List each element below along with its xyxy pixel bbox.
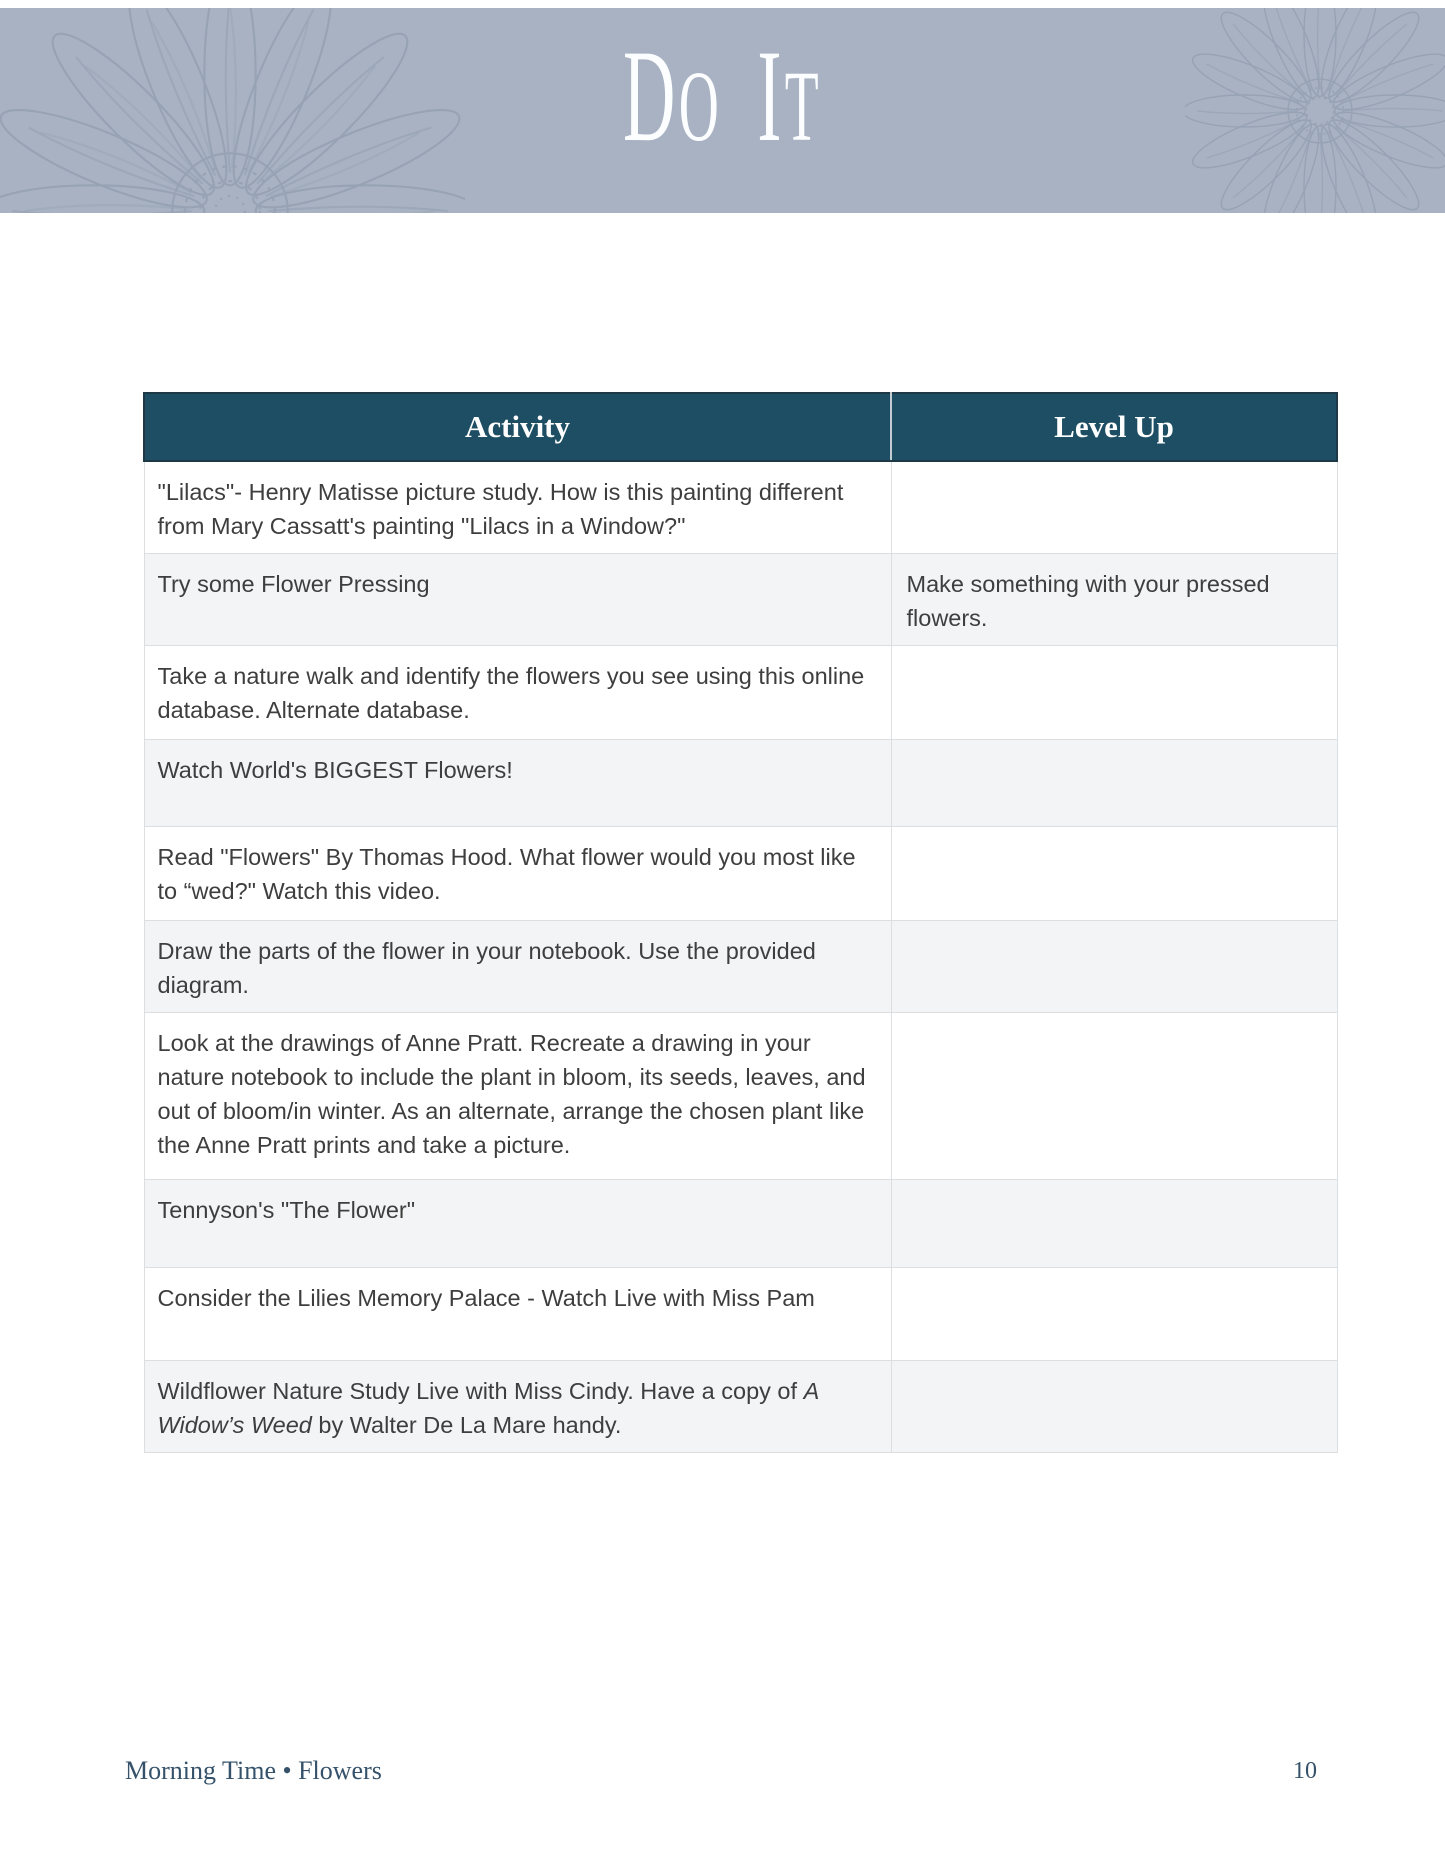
table-row bbox=[144, 461, 1337, 554]
activity-cell: Try some Flower Pressing bbox=[144, 554, 891, 646]
activity-table bbox=[143, 392, 1338, 1453]
activity-cell: Consider the Lilies Memory Palace - Watch Live with Miss Pam bbox=[144, 1268, 891, 1361]
level-up-cell bbox=[891, 461, 1337, 554]
table-row bbox=[144, 921, 1337, 1013]
table-row bbox=[144, 1268, 1337, 1361]
table-row bbox=[144, 1361, 1337, 1453]
activity-cell: Read "Flowers" By Thomas Hood. What flower would you most like to “wed?" Watch this video. bbox=[144, 827, 891, 921]
activity-cell: Watch World's BIGGEST Flowers! bbox=[144, 740, 891, 827]
level-up-cell bbox=[891, 1361, 1337, 1453]
activity-text: Wildflower Nature Study Live with Miss Cindy. Have a copy of bbox=[157, 1378, 804, 1404]
activity-text: by Walter De La Mare handy. bbox=[311, 1412, 622, 1438]
level-up-cell bbox=[891, 921, 1337, 1013]
column-header-activity: Activity bbox=[144, 393, 891, 461]
level-up-cell bbox=[891, 646, 1337, 740]
table-row bbox=[144, 1013, 1337, 1180]
daisy-flower-icon bbox=[1185, 8, 1445, 213]
level-up-cell bbox=[891, 827, 1337, 921]
activity-cell: Draw the parts of the flower in your notebook. Use the provided diagram. bbox=[144, 921, 891, 1013]
table-row bbox=[144, 554, 1337, 646]
level-up-cell bbox=[891, 740, 1337, 827]
table-row bbox=[144, 827, 1337, 921]
table-row bbox=[144, 646, 1337, 740]
activity-cell bbox=[144, 1361, 891, 1453]
column-header-level-up: Level Up bbox=[891, 393, 1337, 461]
table-row bbox=[144, 740, 1337, 827]
level-up-cell bbox=[891, 1013, 1337, 1180]
activity-cell: Tennyson's "The Flower" bbox=[144, 1180, 891, 1268]
page-number: 10 bbox=[1293, 1758, 1317, 1784]
level-up-cell bbox=[891, 1268, 1337, 1361]
page-title: DO IT bbox=[622, 22, 823, 169]
activity-cell: Take a nature walk and identify the flowers you see using this online database. Alternate database. bbox=[144, 646, 891, 740]
book-title-italic: A Widow’s Weed bbox=[157, 1378, 819, 1438]
table-row bbox=[144, 1180, 1337, 1268]
banner bbox=[0, 8, 1445, 213]
activity-cell: "Lilacs"- Henry Matisse picture study. How is this painting different from Mary Cassatt's painting "Lilacs in a Window?" bbox=[144, 461, 891, 554]
footer-label: Morning Time • Flowers bbox=[125, 1756, 382, 1785]
level-up-cell: Make something with your pressed flowers. bbox=[891, 554, 1337, 646]
level-up-cell bbox=[891, 1180, 1337, 1268]
activity-cell: Look at the drawings of Anne Pratt. Recreate a drawing in your nature notebook to include the plant in bloom, its seeds, leaves, and out of bloom/in winter. As an alternate, arrange the chosen plant like the Anne Pratt prints and take a picture. bbox=[144, 1013, 891, 1180]
table-header-row bbox=[144, 393, 1337, 461]
